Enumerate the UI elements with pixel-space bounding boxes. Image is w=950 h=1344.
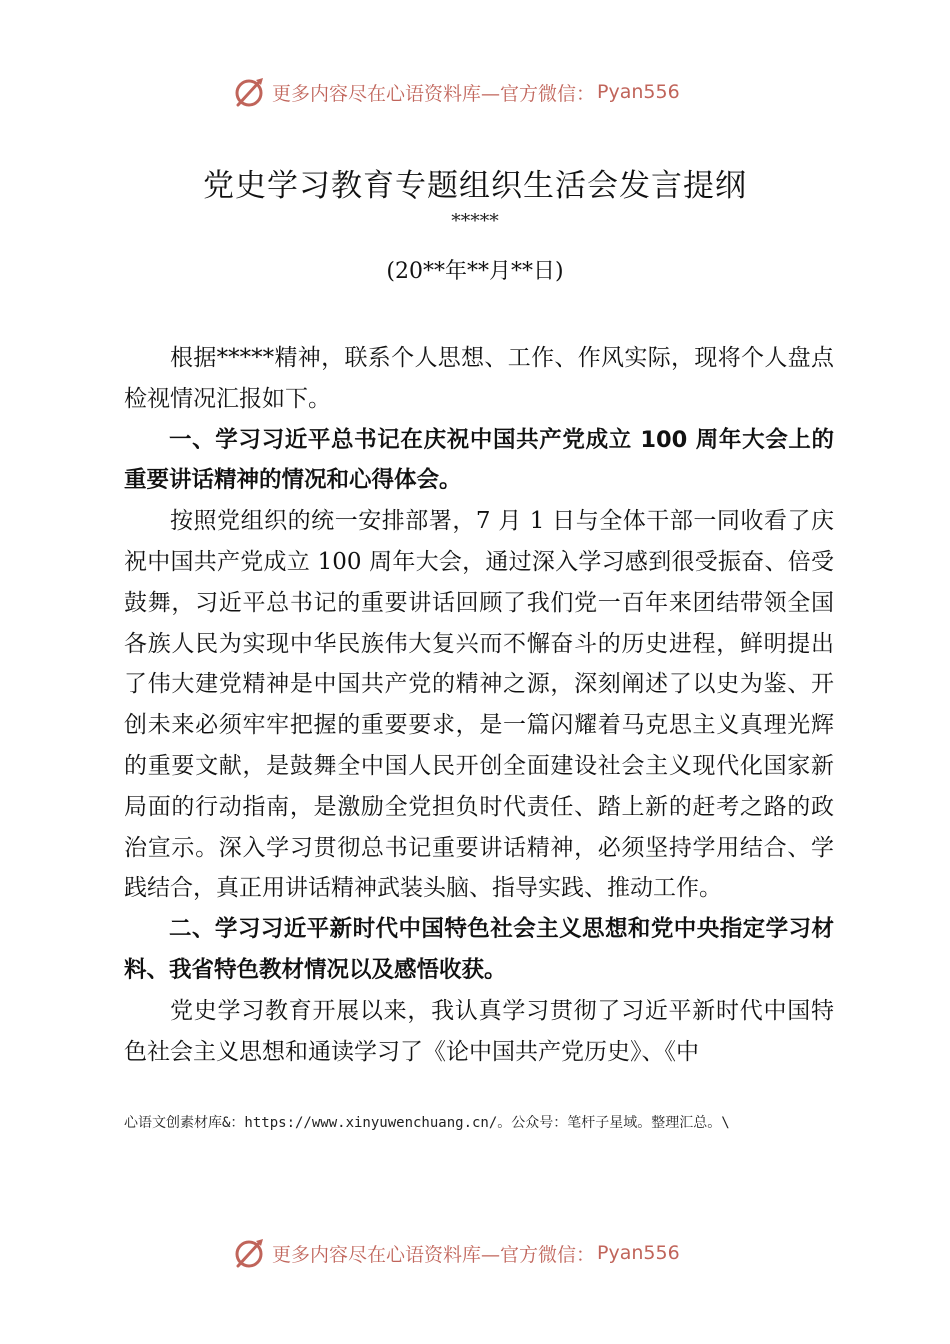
banner-text: 更多内容尽在心语资料库—官方微信： [272, 1243, 596, 1266]
pen-logo-icon [232, 1236, 266, 1270]
section-heading-2: 二、学习习近平新时代中国特色社会主义思想和党中央指定学习材料、我省特色教材情况以及感悟收获。 [124, 916, 834, 983]
document-body [124, 338, 834, 1072]
paragraph-intro: 根据*****精神，联系个人思想、工作、作风实际，现将个人盘点检视情况汇报如下。 [124, 345, 834, 412]
pen-logo-icon [232, 75, 266, 109]
paragraph-section-1: 按照党组织的统一安排部署，7 月 1 日与全体干部一同收看了庆祝中国共产党成立 100 周年大会，通过深入学习感到很受振奋、倍受鼓舞，习近平总书记的重要讲话回顾了我们党一百年来团结带领全国各族人民为实现中华民族伟大复兴而不懈奋斗的历史进程，鲜明提出了伟大建党精神是中国共产党的精神之源，深刻阐述了以史为鉴、开创未来必须牢牢把握的重要要求，是一篇闪耀着马克思主义真理光辉的重要文献，是鼓舞全中国人民开创全面建设社会主义现代化国家新局面的行动指南，是激励全党担负时代责任、踏上新的赶考之路的政治宣示。深入学习贯彻总书记重要讲话精神，必须坚持学用结合、学践结合，真正用讲话精神武装头脑、指导实践、推动工作。 [124, 508, 834, 902]
document-date: (20**年**月**日) [386, 259, 564, 284]
document-title: 党史学习教育专题组织生活会发言提纲 [203, 168, 747, 204]
document-author: ***** [451, 210, 499, 232]
header-watermark-banner [232, 72, 752, 112]
footer-watermark-banner [232, 1233, 752, 1273]
paragraph-section-2: 党史学习教育开展以来，我认真学习贯彻了习近平新时代中国特色社会主义思想和通读学习了《论中国共产党历史》、《中 [124, 997, 834, 1065]
banner-wechat-handle: Pyan556 [597, 1242, 680, 1264]
source-footnote: 心语文创素材库&：https://www.xinyuwenchuang.cn/。公众号：笔杆子星域。整理汇总。\ [124, 1115, 730, 1131]
banner-text: 更多内容尽在心语资料库—官方微信： [272, 82, 596, 105]
section-heading-1: 一、学习习近平总书记在庆祝中国共产党成立 100 周年大会上的重要讲话精神的情况和心得体会。 [124, 426, 834, 494]
banner-wechat-handle: Pyan556 [597, 81, 680, 103]
